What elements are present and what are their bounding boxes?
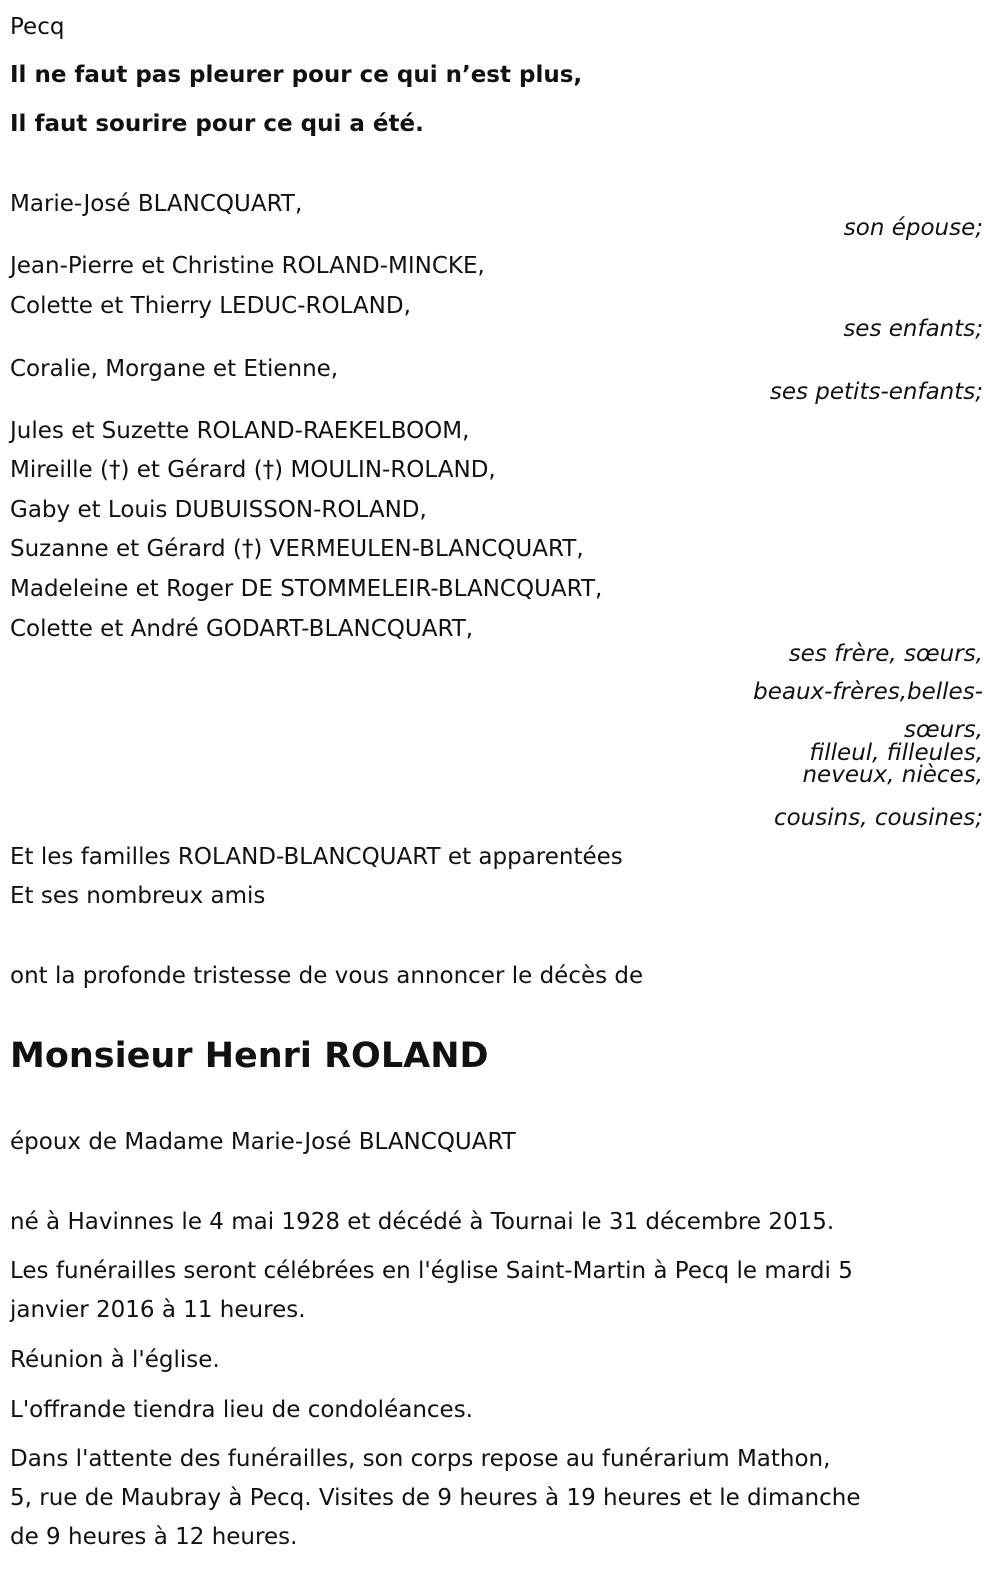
spouse: Marie-José BLANCQUART, <box>10 191 303 217</box>
child: Colette et Thierry LEDUC-ROLAND, <box>10 293 411 319</box>
grandchildren-role: ses petits-enfants; <box>769 379 983 405</box>
siblings-role: neveux, nièces, <box>802 762 983 788</box>
friends: Et ses nombreux amis <box>10 883 266 909</box>
detail-line: janvier 2016 à 11 heures. <box>10 1297 306 1323</box>
sibling: Gaby et Louis DUBUISSON-ROLAND, <box>10 497 427 523</box>
detail-line: Dans l'attente des funérailles, son corps repose au funérarium Mathon, <box>10 1446 831 1472</box>
children-role: ses enfants; <box>843 316 983 342</box>
siblings-role: cousins, cousines; <box>774 805 983 831</box>
sibling: Mireille (†) et Gérard (†) MOULIN-ROLAND, <box>10 457 496 483</box>
announcement: ont la profonde tristesse de vous annoncer le décès de <box>10 963 644 989</box>
detail-line: Les funérailles seront célébrées en l'église Saint-Martin à Pecq le mardi 5 <box>10 1258 853 1284</box>
sibling: Colette et André GODART-BLANCQUART, <box>10 616 474 642</box>
sibling: Suzanne et Gérard (†) VERMEULEN-BLANCQUART, <box>10 536 584 562</box>
child: Jean-Pierre et Christine ROLAND-MINCKE, <box>10 253 485 279</box>
spouse-of: époux de Madame Marie-José BLANCQUART <box>10 1129 516 1155</box>
quote-line: Il faut sourire pour ce qui a été. <box>10 111 424 137</box>
families: Et les familles ROLAND-BLANCQUART et apparentées <box>10 844 623 870</box>
siblings-role: sœurs, <box>904 717 983 743</box>
detail-line: Réunion à l'église. <box>10 1347 220 1373</box>
siblings-role: beaux-frères,belles- <box>753 679 983 705</box>
detail-line: né à Havinnes le 4 mai 1928 et décédé à Tournai le 31 décembre 2015. <box>10 1209 835 1235</box>
siblings-role: filleul, filleules, <box>809 740 983 766</box>
sibling: Jules et Suzette ROLAND-RAEKELBOOM, <box>10 418 470 444</box>
sibling: Madeleine et Roger DE STOMMELEIR-BLANCQUART, <box>10 576 603 602</box>
quote-line: Il ne faut pas pleurer pour ce qui n’est plus, <box>10 62 583 88</box>
place: Pecq <box>10 14 65 40</box>
deceased-name: Monsieur Henri ROLAND <box>10 1036 489 1076</box>
spouse-role: son épouse; <box>843 215 983 241</box>
grandchildren: Coralie, Morgane et Etienne, <box>10 356 339 382</box>
detail-line: L'offrande tiendra lieu de condoléances. <box>10 1397 473 1423</box>
siblings-role: ses frère, sœurs, <box>788 641 983 667</box>
detail-line: de 9 heures à 12 heures. <box>10 1524 298 1550</box>
detail-line: 5, rue de Maubray à Pecq. Visites de 9 heures à 19 heures et le dimanche <box>10 1485 861 1511</box>
